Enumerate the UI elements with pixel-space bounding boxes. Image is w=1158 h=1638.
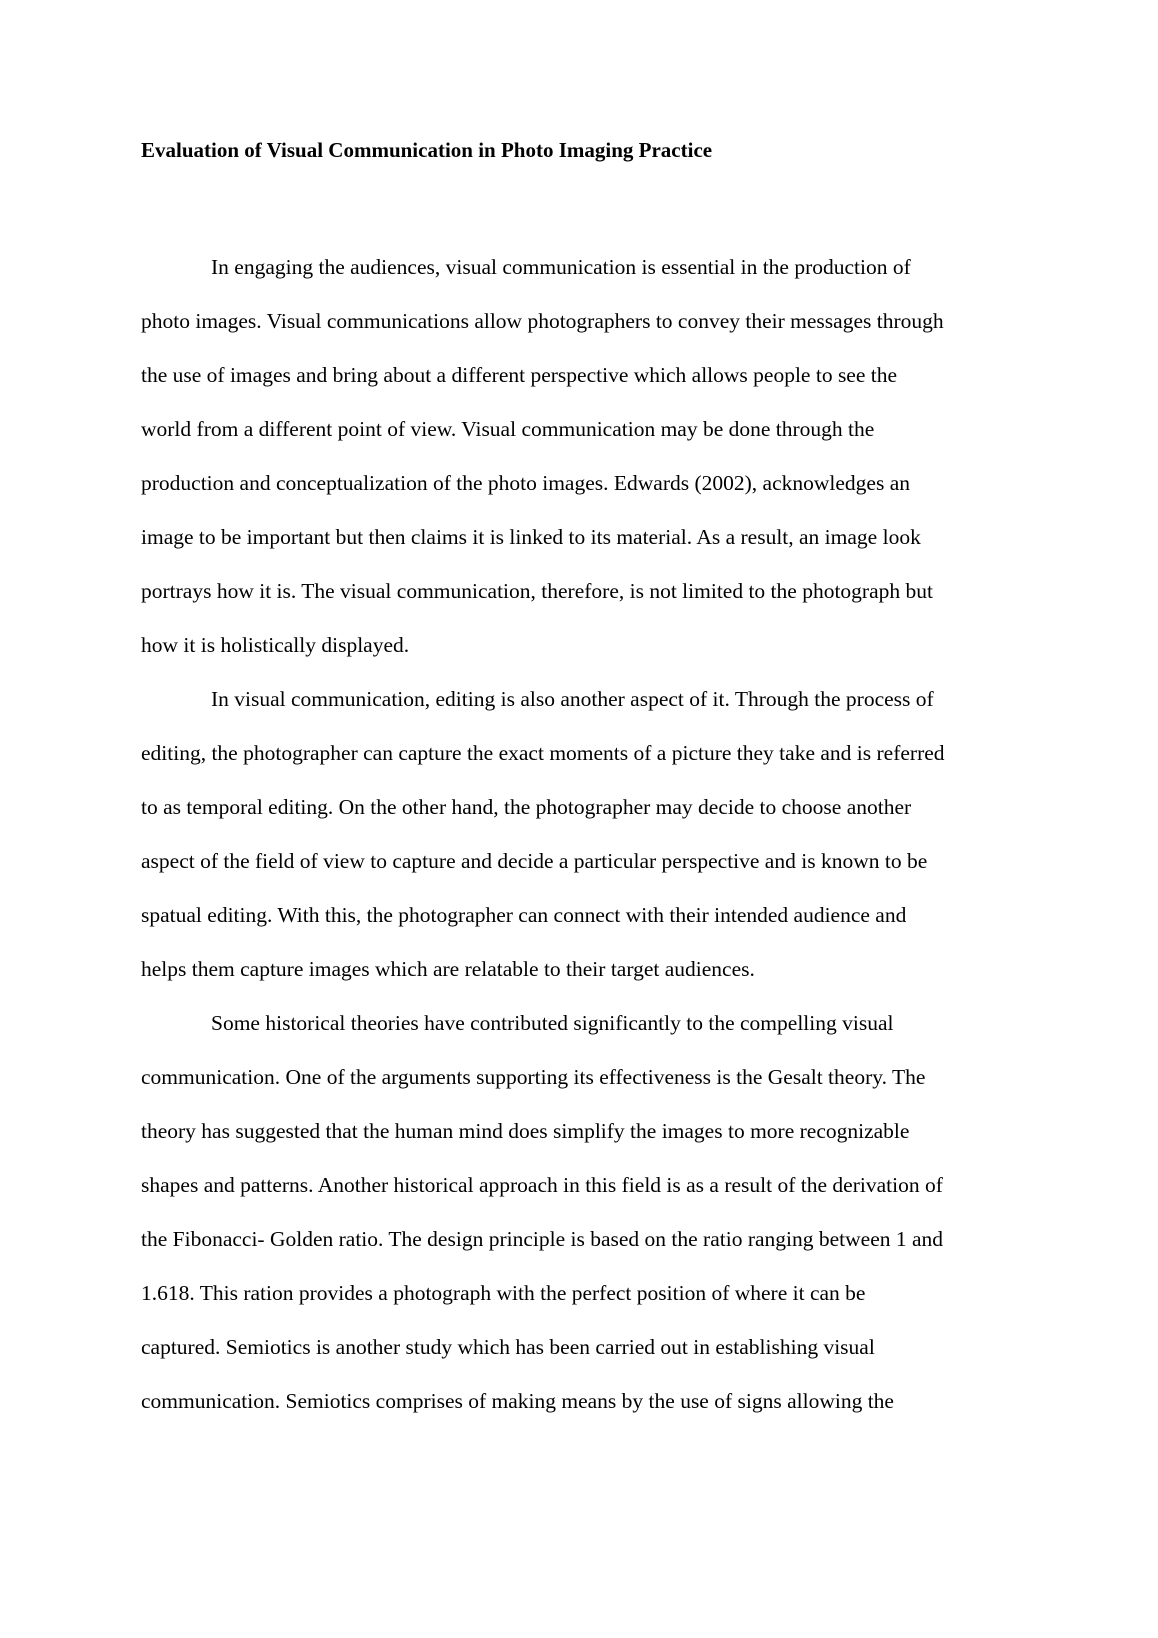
paragraph-3-line: theory has suggested that the human mind does simplify the images to more recognizable	[141, 1119, 910, 1143]
paragraph-1-line: world from a different point of view. Visual communication may be done through the	[141, 417, 875, 441]
paragraph-1-line: portrays how it is. The visual communication, therefore, is not limited to the photograph but	[141, 579, 933, 603]
paragraph-3-line: the Fibonacci- Golden ratio. The design principle is based on the ratio ranging between 1 and	[141, 1227, 944, 1251]
paragraph-3-line: shapes and patterns. Another historical approach in this field is as a result of the derivation of	[141, 1173, 943, 1197]
paragraph-2-line: editing, the photographer can capture the exact moments of a picture they take and is referred	[141, 741, 945, 765]
paragraph-1-line: image to be important but then claims it is linked to its material. As a result, an image look	[141, 525, 921, 549]
paragraph-1-line: production and conceptualization of the photo images. Edwards (2002), acknowledges an	[141, 471, 910, 495]
paragraph-1-line: In engaging the audiences, visual communication is essential in the production of	[211, 255, 911, 279]
document-title: Evaluation of Visual Communication in Photo Imaging Practice	[141, 138, 713, 162]
paragraph-1-line: photo images. Visual communications allow photographers to convey their messages through	[141, 309, 944, 333]
document-body	[141, 240, 1041, 1428]
paragraph-3-line: captured. Semiotics is another study which has been carried out in establishing visual	[141, 1335, 875, 1359]
paragraph-1-line: the use of images and bring about a different perspective which allows people to see the	[141, 363, 898, 387]
paragraph-3-line: communication. One of the arguments supporting its effectiveness is the Gesalt theory. The	[141, 1065, 926, 1089]
paragraph-3-line: 1.618. This ration provides a photograph with the perfect position of where it can be	[141, 1281, 866, 1305]
paragraph-2-line: helps them capture images which are relatable to their target audiences.	[141, 957, 755, 981]
paragraph-3-line: communication. Semiotics comprises of making means by the use of signs allowing the	[141, 1389, 894, 1413]
paragraph-3-line: Some historical theories have contributed significantly to the compelling visual	[211, 1011, 894, 1035]
paragraph-1-line: how it is holistically displayed.	[141, 633, 410, 657]
paragraph-2-line: In visual communication, editing is also another aspect of it. Through the process of	[211, 687, 934, 711]
paragraph-2-line: to as temporal editing. On the other hand, the photographer may decide to choose another	[141, 795, 912, 819]
paragraph-2-line: spatual editing. With this, the photographer can connect with their intended audience and	[141, 903, 907, 927]
paragraph-2-line: aspect of the field of view to capture and decide a particular perspective and is known to be	[141, 849, 928, 873]
